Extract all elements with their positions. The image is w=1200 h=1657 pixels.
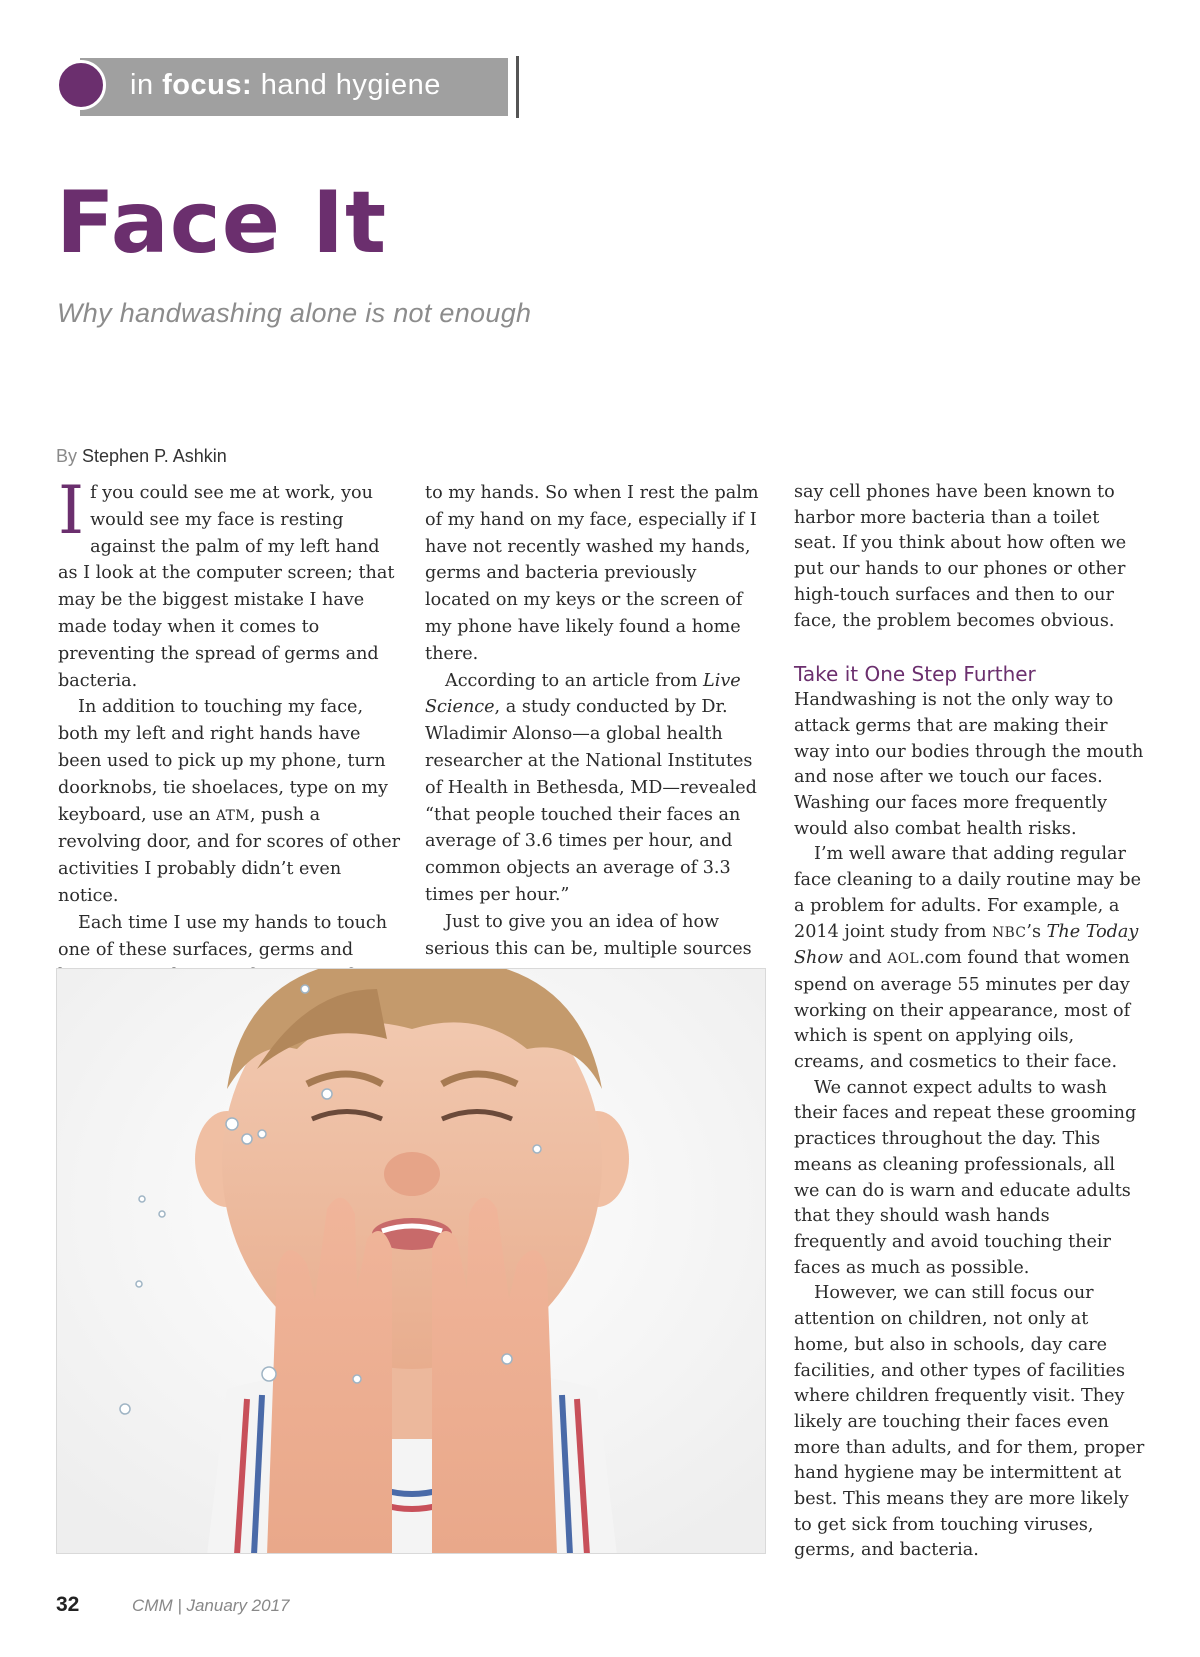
- paragraph-text: , a study conducted by Dr. Wladimir Alonso—a global health researcher at the National Institutes of Health in Bethesda, MD—revealed “that people touched their faces an average of 3.6 times per hour, and common objects an average of 3.3 times per hour.”: [425, 697, 757, 905]
- paragraph: Just to give you an idea of how serious this can be, multiple sources: [425, 911, 752, 959]
- section-prefix: in: [130, 69, 163, 101]
- paragraph-text: and: [843, 948, 888, 969]
- section-focus-word: focus:: [162, 69, 253, 101]
- section-topic: hand hygiene: [252, 69, 441, 101]
- paragraph: Each time I use my hands to touch one of these surfaces, germs and: [58, 912, 388, 960]
- paragraph: We cannot expect adults to wash their faces and repeat these grooming practices throughout the day. This means as cleaning professionals, all we can do is warn and educate adults that they should wash hands frequently and avoid touching their faces as much as possible.: [794, 1077, 1137, 1278]
- acronym-nbc: NBC: [992, 924, 1027, 941]
- column-3: [794, 480, 1146, 1564]
- paragraph-text: I’m well aware that adding regular face cleaning to a daily routine may be a problem for adults. For example, a 2014 joint study from: [794, 844, 1142, 942]
- article-title: Face It: [56, 173, 388, 273]
- show-name: The Today Show: [794, 921, 1139, 969]
- section-heading: Take it One Step Further: [794, 662, 1036, 687]
- paragraph: Handwashing is not the only way to attack germs that are making their way into our bodies through the mouth and nose after we touch our faces. Washing our faces more frequently would also combat health risks.: [794, 690, 1144, 839]
- paragraph-text: , push a revolving door, and for scores of other activities I probably didn’t even notice.: [58, 804, 401, 906]
- column-2: [425, 480, 760, 962]
- acronym-aol: AOL: [887, 951, 920, 968]
- byline-prefix: By: [56, 446, 78, 466]
- page-number: 32: [56, 1593, 80, 1616]
- child-washing-face-photo: [56, 968, 766, 1554]
- banner-divider: [516, 56, 519, 118]
- paragraph: However, we can still focus our attention on children, not only at home, but also in schools, day care facilities, and other types of facilities where children frequently visit. They likely are touching their faces even more than adults, and for them, proper hand hygiene may be intermittent at best. This means they are more likely to get sick from touching viruses, germs, and bacteria.: [794, 1283, 1145, 1561]
- photo-illustration: [57, 969, 766, 1554]
- paragraph: [58, 472, 404, 694]
- paragraph: to my hands. So when I rest the palm of my hand on my face, especially if I have not recently washed my hands, germs and bacteria previously located on my keys or the screen of my phone have likely found a home there.: [425, 483, 759, 664]
- author-name: Stephen P. Ashkin: [82, 446, 227, 466]
- paragraph: [794, 842, 1146, 1075]
- publication-name: Live Science: [425, 670, 741, 718]
- paragraph-text: .com found that women spend on average 55 minutes per day working on their appearance, most of which is spent on applying oils, creams, and cosmetics to their face.: [794, 948, 1131, 1073]
- paragraph: [58, 694, 404, 909]
- paragraph-text: According to an article from: [445, 670, 704, 691]
- acronym-atm: ATM: [216, 807, 250, 824]
- paragraph-text: ’s: [1026, 921, 1047, 942]
- paragraph: say cell phones have been known to harbor more bacteria than a toilet seat. If you think about how often we put our hands to our phones or other high-touch surfaces and then to our face, the problem becomes obvious.: [794, 482, 1127, 631]
- paragraph: [425, 668, 760, 909]
- section-label: [130, 69, 441, 102]
- byline: [56, 446, 227, 467]
- banner-circle-icon: [56, 60, 106, 110]
- paragraph-text: In addition to touching my face, both my left and right hands have been used to pick up my phone, turn doorknobs, tie shoelaces, type on my keyboard, use an: [58, 697, 388, 825]
- drop-cap: I: [58, 472, 85, 549]
- section-banner: [56, 56, 524, 120]
- article-subtitle: Why handwashing alone is not enough: [57, 298, 532, 328]
- paragraph-text: f you could see me at work, you would see my face is resting against the palm of my left hand as I look at the computer screen; that may be the biggest mistake I have made today when it comes to preventing the spread of germs and bacteria.: [58, 483, 395, 691]
- column-1: [58, 472, 404, 990]
- publication-info: CMM | January 2017: [132, 1596, 290, 1615]
